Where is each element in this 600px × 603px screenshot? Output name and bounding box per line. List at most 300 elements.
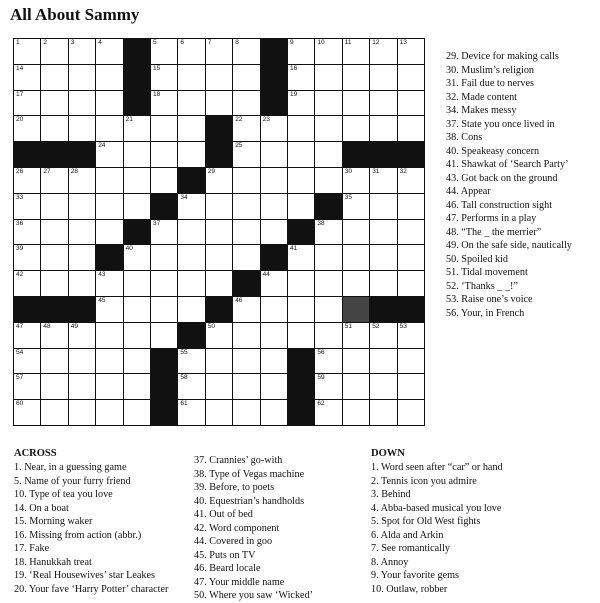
- black-square: [288, 349, 314, 374]
- clue-number: 58: [180, 374, 188, 382]
- grid-cell[interactable]: [315, 271, 341, 296]
- clue-item: 42. Word component: [194, 522, 280, 534]
- grid-cell[interactable]: [96, 220, 122, 245]
- clue-number: 23: [262, 116, 270, 124]
- black-square: [124, 65, 150, 90]
- black-square: [370, 297, 396, 322]
- grid-cell[interactable]: [96, 142, 122, 167]
- grid-cell[interactable]: [151, 271, 177, 296]
- grid-cell[interactable]: [69, 116, 95, 141]
- grid-cell[interactable]: [96, 194, 122, 219]
- clue-item: 51. Tidal movement: [446, 267, 528, 278]
- clue-number: 17: [16, 90, 24, 98]
- black-square: [124, 220, 150, 245]
- clue-number: 21: [125, 116, 133, 124]
- grid-cell[interactable]: [41, 168, 67, 193]
- clue-number: 11: [344, 39, 352, 46]
- clue-item: 41. Out of bed: [194, 509, 253, 520]
- grid-cell[interactable]: [178, 116, 204, 141]
- grid-cell[interactable]: [315, 245, 341, 270]
- grid-cell[interactable]: [69, 220, 95, 245]
- grid-cell[interactable]: [233, 323, 259, 348]
- grid-cell[interactable]: [14, 349, 40, 374]
- grid-cell[interactable]: [41, 323, 67, 348]
- grid-cell[interactable]: [398, 39, 424, 64]
- clue-item: 34. Makes messy: [446, 105, 517, 116]
- grid-cell[interactable]: [178, 142, 204, 167]
- grid-cell[interactable]: [69, 91, 95, 116]
- clue-item: 2. Tennis icon you admire: [371, 475, 477, 487]
- grid-cell[interactable]: [151, 116, 177, 141]
- grid-cell[interactable]: [151, 142, 177, 167]
- clue-item: 40. Equestrian’s handholds: [194, 495, 305, 507]
- grid-cell[interactable]: [206, 245, 232, 270]
- grid-cell[interactable]: [315, 116, 341, 141]
- clue-number: 29: [207, 167, 216, 175]
- clue-item: 40. Speakeasy concern: [446, 145, 540, 157]
- grid-cell[interactable]: [96, 168, 122, 193]
- grid-cell[interactable]: [370, 194, 396, 219]
- grid-cell[interactable]: [398, 116, 424, 141]
- grid-cell[interactable]: [14, 323, 40, 348]
- grid-cell[interactable]: [69, 245, 95, 270]
- clue-number: 52: [372, 322, 380, 330]
- clue-item: 18. Hanukkah treat: [14, 556, 92, 568]
- grid-cell[interactable]: [178, 91, 204, 116]
- grid-cell[interactable]: [398, 400, 424, 425]
- clue-number: 47: [16, 322, 24, 330]
- grid-cell[interactable]: [288, 194, 314, 219]
- grid-cell[interactable]: [370, 271, 396, 296]
- grid-cell[interactable]: [370, 245, 396, 270]
- clue-item: 3. Behind: [371, 489, 411, 500]
- grid-cell[interactable]: [178, 374, 204, 399]
- clue-item: 47. Performs in a play: [446, 213, 537, 224]
- grid-cell[interactable]: [206, 91, 232, 116]
- black-square: [151, 400, 177, 425]
- grid-cell[interactable]: [178, 349, 204, 374]
- across-heading: ACROSS: [14, 448, 57, 459]
- grid-cell[interactable]: [233, 349, 259, 374]
- grid-cell[interactable]: [288, 142, 314, 167]
- clue-number: 9: [289, 39, 294, 46]
- grid-cell[interactable]: [14, 400, 40, 425]
- grid-cell[interactable]: [370, 168, 396, 193]
- grid-cell[interactable]: [206, 271, 232, 296]
- grid-cell[interactable]: [41, 194, 67, 219]
- clue-item: 48. “The _ the merrier”: [446, 226, 542, 238]
- grid-cell[interactable]: [178, 39, 204, 64]
- grid-cell[interactable]: [151, 297, 177, 322]
- grid-cell[interactable]: [398, 323, 424, 348]
- grid-cell[interactable]: [343, 116, 369, 141]
- grid-cell[interactable]: [315, 323, 341, 348]
- grid-cell[interactable]: [96, 349, 122, 374]
- clue-item: 19. ‘Real Housewives’ star Leakes: [14, 570, 155, 581]
- grid-cell[interactable]: [233, 91, 259, 116]
- grid-cell[interactable]: [343, 168, 369, 193]
- clue-item: 17. Fake: [14, 543, 50, 554]
- clue-number: 56: [317, 348, 325, 356]
- grid-cell[interactable]: [41, 349, 67, 374]
- clue-number: 26: [16, 167, 24, 175]
- grid-cell[interactable]: [343, 65, 369, 90]
- grid-cell[interactable]: [69, 374, 95, 399]
- clue-item: 9. Your favorite gems: [371, 570, 459, 581]
- grid-cell[interactable]: [233, 245, 259, 270]
- grid-cell[interactable]: [69, 168, 95, 193]
- clue-number: 50: [207, 322, 216, 330]
- grid-cell[interactable]: [288, 168, 314, 193]
- grid-cell[interactable]: [14, 91, 40, 116]
- clue-item: 6. Alda and Arkin: [371, 529, 444, 541]
- grid-cell[interactable]: [343, 271, 369, 296]
- grid-cell[interactable]: [124, 245, 150, 270]
- grid-cell[interactable]: [343, 323, 369, 348]
- grid-cell[interactable]: [206, 374, 232, 399]
- grid-cell[interactable]: [370, 349, 396, 374]
- grid-cell[interactable]: [343, 39, 369, 64]
- clue-item: 16. Missing from action (abbr.): [14, 529, 142, 541]
- grid-cell[interactable]: [41, 245, 67, 270]
- grid-cell[interactable]: [151, 39, 177, 64]
- black-square: [288, 400, 314, 425]
- clue-number: 4: [98, 39, 102, 46]
- grid-cell[interactable]: [315, 65, 341, 90]
- grid-cell[interactable]: [288, 39, 314, 64]
- grid-cell[interactable]: [261, 400, 287, 425]
- grid-cell[interactable]: [261, 168, 287, 193]
- clue-item: 45. Puts on TV: [194, 549, 256, 561]
- clue-number: 15: [152, 64, 161, 72]
- grid-cell[interactable]: [124, 116, 150, 141]
- clue-number: 60: [16, 400, 24, 408]
- grid-cell[interactable]: [124, 194, 150, 219]
- grid-cell[interactable]: [41, 400, 67, 425]
- grid-cell[interactable]: [288, 65, 314, 90]
- grid-cell[interactable]: [69, 194, 95, 219]
- clue-number: 51: [344, 322, 353, 330]
- grid-cell[interactable]: [233, 194, 259, 219]
- clue-number: 2: [43, 39, 48, 46]
- grid-cell[interactable]: [370, 374, 396, 399]
- grid-cell[interactable]: [398, 220, 424, 245]
- black-square: [206, 116, 232, 141]
- clue-number: 36: [16, 219, 24, 227]
- grid-cell[interactable]: [343, 220, 369, 245]
- grid-cell[interactable]: [124, 271, 150, 296]
- grid-cell[interactable]: [315, 349, 341, 374]
- grid-cell[interactable]: [343, 374, 369, 399]
- grid-cell[interactable]: [151, 91, 177, 116]
- clue-number: 3: [70, 39, 75, 46]
- grid-cell[interactable]: [233, 116, 259, 141]
- clue-number: 33: [16, 193, 24, 201]
- clue-number: 28: [70, 167, 79, 175]
- grid-cell[interactable]: [233, 400, 259, 425]
- grid-cell[interactable]: [69, 65, 95, 90]
- clue-item: 47. Your middle name: [194, 576, 285, 588]
- clue-number: 7: [207, 39, 212, 46]
- grid-cell[interactable]: [69, 39, 95, 64]
- clue-number: 5: [152, 39, 157, 46]
- grid-cell[interactable]: [178, 65, 204, 90]
- grid-cell[interactable]: [14, 271, 40, 296]
- black-square: [178, 323, 204, 348]
- grid-cell[interactable]: [41, 220, 67, 245]
- grid-cell[interactable]: [69, 323, 95, 348]
- clue-number: 40: [125, 245, 133, 253]
- grid-cell[interactable]: [206, 220, 232, 245]
- grid-cell[interactable]: [41, 116, 67, 141]
- grid-cell[interactable]: [398, 271, 424, 296]
- down-clues: [371, 461, 503, 596]
- grid-cell[interactable]: [206, 349, 232, 374]
- grid-cell[interactable]: [233, 297, 259, 322]
- grid-cell[interactable]: [96, 297, 122, 322]
- black-square: [261, 245, 287, 270]
- grid-cell[interactable]: [343, 245, 369, 270]
- grid-cell[interactable]: [41, 91, 67, 116]
- clue-item: 41. Shawkat of ‘Search Party’: [446, 159, 569, 170]
- black-square: [343, 297, 369, 322]
- grid-cell[interactable]: [233, 374, 259, 399]
- clue-number: 18: [152, 90, 161, 98]
- grid-cell[interactable]: [69, 400, 95, 425]
- clue-number: 19: [289, 90, 298, 98]
- grid-cell[interactable]: [370, 323, 396, 348]
- black-square: [69, 142, 95, 167]
- grid-cell[interactable]: [370, 39, 396, 64]
- grid-cell[interactable]: [370, 116, 396, 141]
- grid-cell[interactable]: [233, 220, 259, 245]
- clue-number: 14: [16, 64, 24, 72]
- grid-cell[interactable]: [398, 374, 424, 399]
- clue-number: 41: [289, 245, 298, 253]
- clue-number: 32: [399, 167, 407, 175]
- grid-cell[interactable]: [124, 400, 150, 425]
- across-clues-continued: [194, 454, 313, 603]
- down-heading: DOWN: [371, 448, 405, 459]
- clue-item: 5. Name of your furry friend: [14, 475, 131, 487]
- black-square: [151, 374, 177, 399]
- clue-number: 43: [98, 271, 106, 279]
- grid-cell[interactable]: [206, 194, 232, 219]
- grid-cell[interactable]: [178, 220, 204, 245]
- grid-cell[interactable]: [233, 39, 259, 64]
- grid-cell[interactable]: [14, 194, 40, 219]
- grid-cell[interactable]: [206, 65, 232, 90]
- grid-cell[interactable]: [315, 220, 341, 245]
- black-square: [206, 142, 232, 167]
- grid-cell[interactable]: [41, 39, 67, 64]
- clue-item: 49. On the safe side, nautically: [446, 240, 572, 251]
- clue-item: 44. Covered in goo: [194, 536, 273, 547]
- black-square: [124, 91, 150, 116]
- clue-item: 5. Spot for Old West fights: [371, 516, 481, 527]
- grid-cell[interactable]: [151, 168, 177, 193]
- grid-cell[interactable]: [261, 142, 287, 167]
- grid-cell[interactable]: [96, 39, 122, 64]
- down-clues-continued: [446, 50, 572, 320]
- black-square: [151, 194, 177, 219]
- clue-item: 43. Got back on the ground: [446, 172, 558, 184]
- clue-number: 35: [344, 193, 353, 201]
- grid-cell[interactable]: [261, 297, 287, 322]
- clue-number: 54: [16, 348, 24, 356]
- grid-cell[interactable]: [206, 400, 232, 425]
- clue-item: 30. Muslim’s religion: [446, 64, 535, 76]
- grid-cell[interactable]: [288, 91, 314, 116]
- grid-cell[interactable]: [288, 116, 314, 141]
- grid-cell[interactable]: [151, 323, 177, 348]
- black-square: [288, 220, 314, 245]
- grid-cell[interactable]: [96, 271, 122, 296]
- clue-number: 38: [317, 219, 325, 227]
- clue-number: 37: [152, 219, 161, 227]
- grid-cell[interactable]: [96, 400, 122, 425]
- grid-cell[interactable]: [288, 297, 314, 322]
- grid-cell[interactable]: [206, 323, 232, 348]
- clue-item: 44. Appear: [446, 186, 491, 197]
- grid-cell[interactable]: [206, 168, 232, 193]
- grid-cell[interactable]: [398, 91, 424, 116]
- grid-cell[interactable]: [124, 323, 150, 348]
- grid-cell[interactable]: [233, 168, 259, 193]
- clue-item: 15. Morning waker: [14, 516, 93, 527]
- grid-cell[interactable]: [261, 220, 287, 245]
- grid-cell[interactable]: [14, 116, 40, 141]
- grid-cell[interactable]: [315, 91, 341, 116]
- grid-cell[interactable]: [288, 323, 314, 348]
- grid-cell[interactable]: [370, 400, 396, 425]
- clue-number: 39: [16, 245, 24, 253]
- grid-cell[interactable]: [14, 39, 40, 64]
- black-square: [315, 194, 341, 219]
- clue-number: 10: [317, 39, 325, 46]
- grid-cell[interactable]: [233, 142, 259, 167]
- grid-cell[interactable]: [151, 65, 177, 90]
- grid-cell[interactable]: [261, 349, 287, 374]
- grid-cell[interactable]: [233, 65, 259, 90]
- grid-cell[interactable]: [343, 194, 369, 219]
- crossword-grid: [13, 38, 425, 426]
- clue-number: 45: [98, 296, 106, 304]
- grid-cell[interactable]: [14, 168, 40, 193]
- grid-cell[interactable]: [370, 91, 396, 116]
- grid-cell[interactable]: [315, 400, 341, 425]
- black-square: [261, 39, 287, 64]
- grid-cell[interactable]: [398, 349, 424, 374]
- grid-cell[interactable]: [288, 271, 314, 296]
- clue-item: 39. Before, to poets: [194, 482, 275, 493]
- grid-cell[interactable]: [124, 374, 150, 399]
- grid-cell[interactable]: [96, 374, 122, 399]
- grid-cell[interactable]: [261, 116, 287, 141]
- grid-cell[interactable]: [261, 194, 287, 219]
- grid-cell[interactable]: [343, 91, 369, 116]
- grid-cell[interactable]: [288, 245, 314, 270]
- grid-cell[interactable]: [96, 91, 122, 116]
- grid-cell[interactable]: [151, 245, 177, 270]
- grid-cell[interactable]: [261, 374, 287, 399]
- grid-cell[interactable]: [96, 116, 122, 141]
- grid-cell[interactable]: [261, 323, 287, 348]
- black-square: [124, 39, 150, 64]
- black-square: [96, 245, 122, 270]
- grid-cell[interactable]: [14, 220, 40, 245]
- grid-cell[interactable]: [178, 400, 204, 425]
- black-square: [14, 142, 40, 167]
- grid-cell[interactable]: [315, 39, 341, 64]
- grid-cell[interactable]: [41, 65, 67, 90]
- grid-cell[interactable]: [343, 349, 369, 374]
- clue-item: 10. Type of tea you love: [14, 489, 113, 500]
- black-square: [261, 91, 287, 116]
- grid-cell[interactable]: [178, 297, 204, 322]
- grid-cell[interactable]: [398, 194, 424, 219]
- grid-cell[interactable]: [124, 349, 150, 374]
- grid-cell[interactable]: [124, 168, 150, 193]
- grid-cell[interactable]: [41, 374, 67, 399]
- clue-item: 8. Annoy: [371, 556, 409, 568]
- grid-cell[interactable]: [41, 271, 67, 296]
- grid-cell[interactable]: [69, 271, 95, 296]
- grid-cell[interactable]: [343, 400, 369, 425]
- grid-cell[interactable]: [315, 297, 341, 322]
- grid-cell[interactable]: [315, 374, 341, 399]
- grid-cell[interactable]: [151, 220, 177, 245]
- grid-cell[interactable]: [14, 374, 40, 399]
- grid-cell[interactable]: [398, 245, 424, 270]
- clue-item: 53. Raise one’s voice: [446, 294, 533, 305]
- black-square: [41, 297, 67, 322]
- grid-cell[interactable]: [261, 271, 287, 296]
- clue-number: 48: [43, 322, 51, 330]
- black-square: [69, 297, 95, 322]
- clue-item: 1. Word seen after “car” or hand: [371, 462, 503, 473]
- grid-cell[interactable]: [178, 271, 204, 296]
- clue-item: 1. Near, in a guessing game: [14, 462, 127, 473]
- grid-cell[interactable]: [96, 323, 122, 348]
- grid-cell[interactable]: [398, 65, 424, 90]
- grid-cell[interactable]: [69, 349, 95, 374]
- page-title: All About Sammy: [10, 5, 140, 24]
- clue-number: 57: [16, 374, 24, 382]
- black-square: [398, 297, 424, 322]
- clue-number: 44: [262, 271, 270, 279]
- grid-cell[interactable]: [206, 39, 232, 64]
- grid-cell[interactable]: [398, 168, 424, 193]
- clue-number: 62: [317, 400, 325, 408]
- clue-item: 7. See romantically: [371, 543, 450, 554]
- grid-cell[interactable]: [14, 245, 40, 270]
- grid-cell[interactable]: [124, 142, 150, 167]
- grid-cell[interactable]: [124, 297, 150, 322]
- grid-cell[interactable]: [315, 168, 341, 193]
- grid-cell[interactable]: [178, 245, 204, 270]
- black-square: [233, 271, 259, 296]
- grid-cell[interactable]: [370, 65, 396, 90]
- grid-cell[interactable]: [14, 65, 40, 90]
- clue-number: 30: [344, 167, 353, 175]
- grid-cell[interactable]: [315, 142, 341, 167]
- clue-item: 56. Your, in French: [446, 307, 525, 319]
- grid-cell[interactable]: [178, 194, 204, 219]
- grid-cell[interactable]: [96, 65, 122, 90]
- grid-cell[interactable]: [370, 220, 396, 245]
- black-square: [151, 349, 177, 374]
